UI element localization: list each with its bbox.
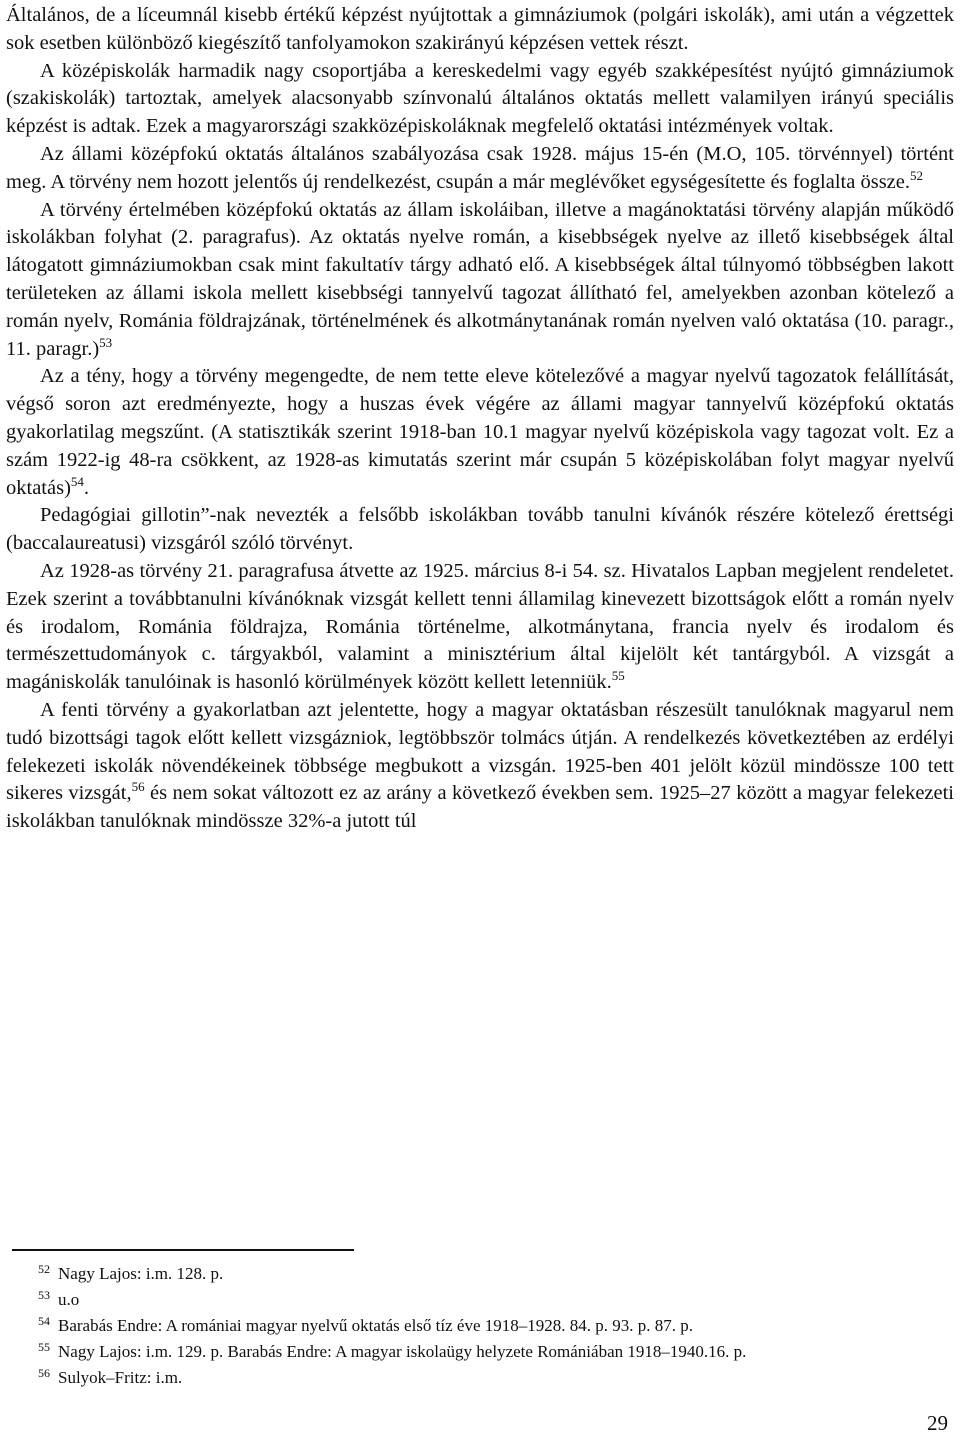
paragraph-4-text: A törvény értelmében középfokú oktatás az állam iskoláiban, illetve a magánoktatási törvény alapján működő iskolákban folyhat (2. paragrafus). Az oktatás nyelve román, a kisebbségek nyelve az illető kisebbségek által látogatott gimnáziumokban csak mint fakultatív tárgy adható elő. A kisebbségek által túlnyomó többségben lakott területeken az állami iskola mellett kisebbségi tannyelvű tagozat állítható fel, amelyekben azonban kötelező a román nyelv, Románia földrajzának, történelmének és alkotmánytanának román nyelven való oktatása (10. paragr., 11. paragr.): [6, 198, 954, 360]
paragraph-6: [6, 502, 954, 558]
paragraph-1: [6, 2, 954, 58]
footnote-number: 56: [38, 1366, 50, 1380]
footnote-54: [38, 1313, 942, 1339]
paragraph-3: [6, 141, 954, 197]
footnote-text: Sulyok–Fritz: i.m.: [58, 1368, 183, 1387]
paragraph-3-text: Az állami középfokú oktatás általános szabályozása csak 1928. május 15-én (M.O, 105. törvénnyel) történt meg. A törvény nem hozott jelentős új rendelkezést, csupán a már meglévőket egységesítette és foglalta össze.: [6, 142, 954, 193]
paragraph-8: [6, 697, 954, 836]
footnote-ref-52[interactable]: 52: [910, 167, 923, 183]
footnote-text: Barabás Endre: A romániai magyar nyelvű oktatás első tíz éve 1918–1928. 84. p. 93. p. 87. p.: [58, 1316, 694, 1335]
paragraph-5-text: Az a tény, hogy a törvény megengedte, de nem tette eleve kötelezővé a magyar nyelvű tagozatok felállítását, végső soron azt eredményezte, hogy a huszas évek végére az állami magyar tannyelvű középfokú oktatás gyakorlatilag megszűnt. (A statisztikák szerint 1918-ban 10.1 magyar nyelvű középiskola vagy tagozat volt. Ez a szám 1922-ig 48-ra csökkent, az 1928-as kimutatás szerint már csupán 5 középiskolában folyt magyar nyelvű oktatás): [6, 365, 954, 499]
footnote-53: [38, 1287, 942, 1313]
paragraph-7-text: Az 1928-as törvény 21. paragrafusa átvette az 1925. március 8-i 54. sz. Hivatalos Lapban megjelent rendeletet. Ezek szerint a továbbtanulni kívánóknak vizsgát kellett tenni államilag kinevezett bizottságok előtt a román nyelv és irodalom, Románia földrajza, Románia történelme, alkotmánytana, francia nyelv és irodalom és természettudományok c. tárgyakból, valamint a minisztérium által kijelölt két tantárgyból. A vizsgát a magániskolák tanulóinak is hasonló körülmények között kellett letenniük.: [6, 559, 954, 694]
footnote-ref-54[interactable]: 54: [70, 473, 84, 489]
footnote-ref-56[interactable]: 56: [131, 779, 145, 795]
footnote-ref-53[interactable]: 53: [99, 334, 113, 350]
paragraph-4: [6, 197, 954, 364]
footnote-text: Nagy Lajos: i.m. 128. p.: [58, 1264, 224, 1283]
body-text: [6, 2, 954, 836]
footnote-number: 52: [38, 1262, 50, 1276]
footnote-separator: [12, 1249, 354, 1251]
footnote-56: [38, 1365, 942, 1391]
paragraph-2: [6, 58, 954, 141]
paragraph-8-text-b: és nem sokat változott ez az arány a következő években sem. 1925–27 között a magyar felekezeti iskolákban tanulóknak mindössze 32%-a jutott túl: [6, 782, 955, 833]
footnote-number: 54: [38, 1314, 50, 1328]
paragraph-7: [6, 558, 954, 697]
paragraph-1-text: Általános, de a líceumnál kisebb értékű képzést nyújtottak a gimnáziumok (polgári iskolák), ami után a végzettek sok esetben különböző kiegészítő tanfolyamokon szakirányú képzésen vettek részt.: [6, 4, 954, 54]
footnote-text: Nagy Lajos: i.m. 129. p. Barabás Endre: A magyar iskolaügy helyzete Romániában 1918–1940.16. p.: [58, 1342, 747, 1361]
page-number: 29: [927, 1411, 948, 1435]
footnote-number: 55: [38, 1340, 50, 1354]
paragraph-2-text: A középiskolák harmadik nagy csoportjába a kereskedelmi vagy egyéb szakképesítést nyújtó gimnáziumok (szakiskolák) tartoztak, amelyek alacsonyabb színvonalú általános oktatás mellett valamilyen irányú speciális képzést is adtak. Ezek a magyarországi szakközépiskoláknak megfelelő oktatási intézmények voltak.: [6, 59, 954, 138]
footnotes: [12, 1249, 942, 1391]
paragraph-6-text: Pedagógiai gillotin”-nak nevezték a felsőbb iskolákban tovább tanulni kívánók részére kötelező érettségi (baccalaureatusi) vizsgáról szóló törvényt.: [6, 504, 954, 555]
footnote-number: 53: [38, 1288, 50, 1302]
footnote-text: u.o: [58, 1290, 80, 1309]
paragraph-8-text-a: A fenti törvény a gyakorlatban azt jelentette, hogy a magyar oktatásban részesült tanulóknak magyarul nem tudó bizottsági tagok előtt kellett vizsgázniok, legtöbbször tolmács útján. A rendelkezés következtében az erdélyi felekezeti iskolák növendékeinek többsége megbukott a vizsgán. 1925-ben 401 jelölt közül mindössze 100 tett sikeres vizsgát,: [6, 698, 954, 805]
footnote-55: [38, 1339, 942, 1365]
paragraph-5-period: .: [83, 476, 90, 499]
paragraph-5: [6, 363, 954, 502]
footnote-52: [38, 1261, 942, 1287]
footnote-ref-55[interactable]: 55: [611, 668, 625, 684]
